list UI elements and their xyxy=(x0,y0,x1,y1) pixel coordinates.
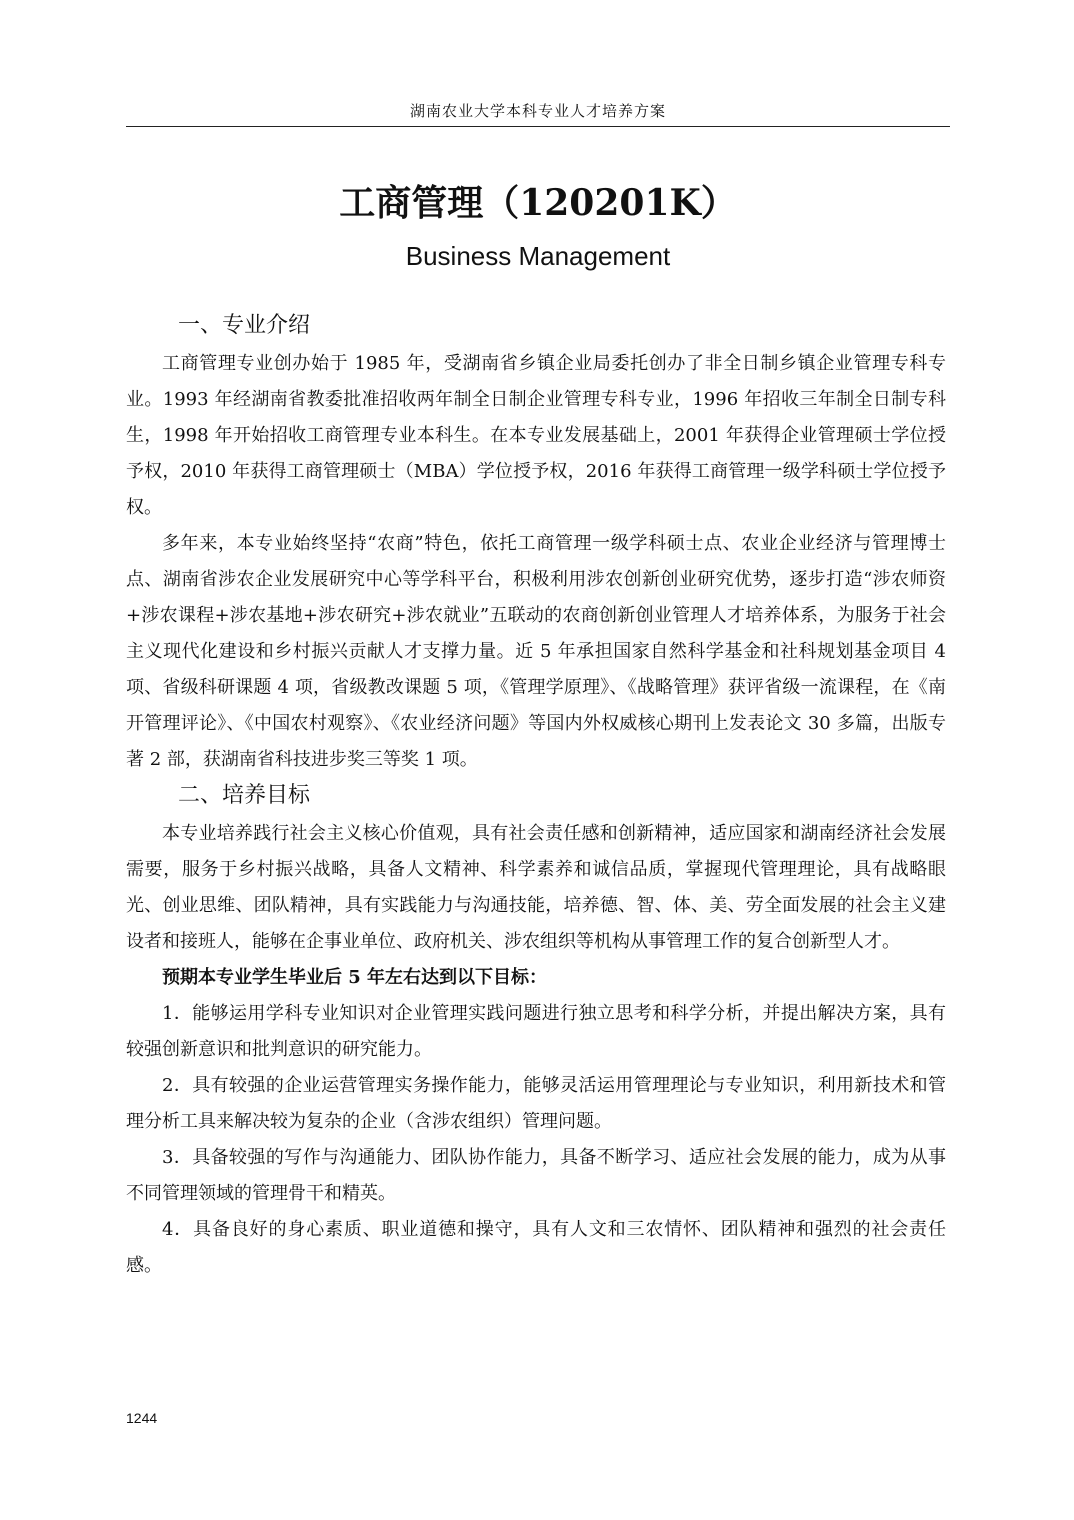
page-subtitle-english: Business Management xyxy=(405,241,671,271)
section-heading-objectives: 二、培养目标 xyxy=(178,783,311,808)
goal-item-1: 1．能够运用学科专业知识对企业管理实践问题进行独立思考和科学分析，并提出解决方案，具有较强创新意识和批判意识的研究能力。 xyxy=(126,1003,946,1060)
intro-paragraph-1: 工商管理专业创办始于 1985 年，受湖南省乡镇企业局委托创办了非全日制乡镇企业管理专科专业。1993 年经湖南省教委批准招收两年制全日制企业管理专科专业，1996 年招收三年制全日制专科生，1998 年开始招收工商管理专业本科生。在本专业发展基础上，2001 年获得企业管理硕士学位授予权，2010 年获得工商管理硕士（MBA）学位授予权，2016 年获得工商管理一级学科硕士学位授予权。 xyxy=(126,353,946,518)
goal-item-3: 3．具备较强的写作与沟通能力、团队协作能力，具备不断学习、适应社会发展的能力，成为从事不同管理领域的管理骨干和精英。 xyxy=(126,1147,946,1204)
objectives-paragraph: 本专业培养践行社会主义核心价值观，具有社会责任感和创新精神，适应国家和湖南经济社会发展需要，服务于乡村振兴战略，具备人文精神、科学素养和诚信品质，掌握现代管理理论，具有战略眼光、创业思维、团队精神，具有实践能力与沟通技能，培养德、智、体、美、劳全面发展的社会主义建设者和接班人，能够在企事业单位、政府机关、涉农组织等机构从事管理工作的复合创新型人才。 xyxy=(126,823,946,952)
running-header: 湖南农业大学本科专业人才培养方案 xyxy=(409,102,666,120)
header-rule xyxy=(126,126,950,127)
document-body xyxy=(126,308,946,1284)
goal-item-2: 2．具有较强的企业运营管理实务操作能力，能够灵活运用管理理论与专业知识，利用新技术和管理分析工具来解决较为复杂的企业（含涉农组织）管理问题。 xyxy=(126,1075,946,1132)
page-title: 工商管理（120201K） xyxy=(339,182,737,224)
goal-item-4: 4．具备良好的身心素质、职业道德和操守，具有人文和三农情怀、团队精神和强烈的社会责任感。 xyxy=(126,1219,946,1276)
intro-paragraph-2: 多年来，本专业始终坚持“农商”特色，依托工商管理一级学科硕士点、农业企业经济与管理博士点、湖南省涉农企业发展研究中心等学科平台，积极利用涉农创新创业研究优势，逐步打造“涉农师资+涉农课程+涉农基地+涉农研究+涉农就业”五联动的农商创新创业管理人才培养体系，为服务于社会主义现代化建设和乡村振兴贡献人才支撑力量。近 5 年承担国家自然科学基金和社科规划基金项目 4 项、省级科研课题 4 项，省级教改课题 5 项，《管理学原理》、《战略管理》获评省级一流课程，在《南开管理评论》、《中国农村观察》、《农业经济问题》等国内外权威核心期刊上发表论文 30 多篇，出版专著 2 部，获湖南省科技进步奖三等奖 1 项。 xyxy=(126,533,946,770)
section-heading-introduction: 一、专业介绍 xyxy=(178,313,311,338)
page-number: 1244 xyxy=(126,1410,158,1426)
goals-intro: 预期本专业学生毕业后 5 年左右达到以下目标： xyxy=(162,967,548,988)
